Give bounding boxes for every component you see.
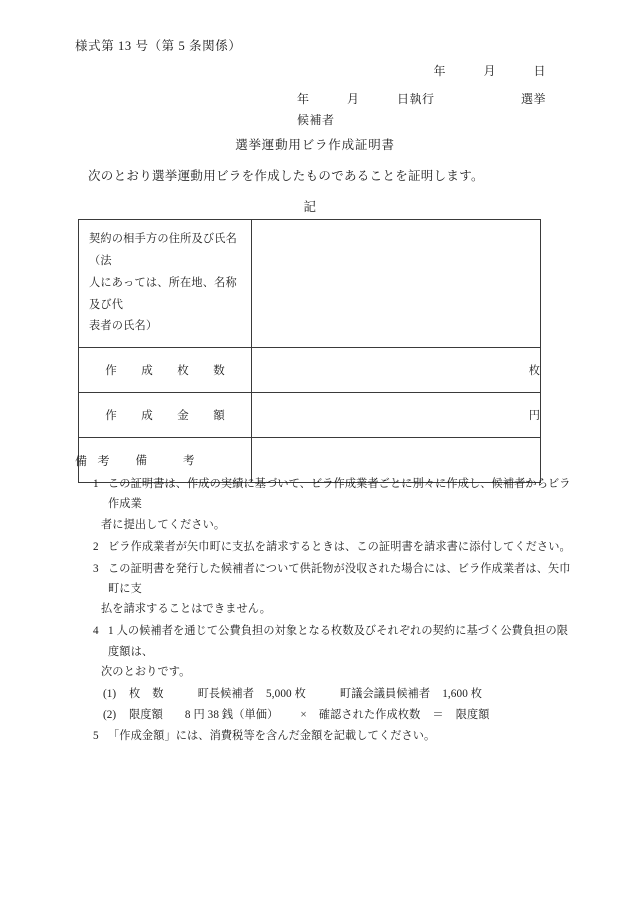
page-title: 選挙運動用ビラ作成証明書: [235, 138, 395, 152]
remark-text-2: ビラ作成業者が矢巾町に支払を請求するときは、この証明書を請求書に添付してください。: [108, 540, 571, 553]
contract-party-label-line3: 表者の氏名）: [89, 320, 158, 333]
print-amount-label-char-2: 成: [141, 410, 153, 423]
print-amount-label-char-1: 作: [105, 410, 117, 423]
print-count-unit: 枚: [528, 365, 540, 378]
print-count-label-char-4: 数: [213, 365, 225, 378]
mayor-candidate-label: 町長候補者: [197, 687, 255, 700]
print-count-label-char-1: 作: [105, 365, 117, 378]
form-number: 様式第 13 号（第 5 条関係）: [75, 39, 242, 53]
remark-subitem-2-number: (2): [103, 709, 117, 722]
remark-subitem-1-text: [129, 684, 575, 705]
remarks-label-char-2: 考: [183, 455, 195, 468]
remark-text-5: 「作成金額」には、消費税等を含んだ金額を記載してください。: [108, 730, 436, 743]
remark-subitem-1: [103, 684, 575, 705]
contract-party-label-line2: 人にあっては、所在地、名称及び代: [89, 276, 237, 311]
remark-text-3: [101, 559, 575, 620]
remark-subitem-2-text: [129, 705, 575, 726]
remark-item-1: [75, 474, 575, 535]
print-count-label: [79, 362, 251, 378]
remark-text-1-line2: 者に提出してください。: [101, 518, 226, 531]
print-count-label-cell: [79, 348, 252, 393]
print-amount-label-cell: [79, 393, 252, 438]
remark-item-3: [75, 559, 575, 620]
equals-operator: ＝: [432, 709, 444, 722]
contract-party-label-cell: [79, 220, 252, 348]
ki-mark: 記: [303, 200, 317, 214]
certification-statement: 次のとおり選挙運動用ビラを作成したものであることを証明します。: [88, 169, 484, 183]
remark-number-3: 3: [93, 562, 99, 575]
remark-number-2: 2: [93, 540, 99, 553]
table-row: [79, 348, 541, 393]
multiply-operator: ×: [300, 709, 307, 722]
remark-text-4: [101, 621, 575, 682]
print-amount-label: [79, 407, 251, 423]
execution-date: 年 月 日執行: [297, 92, 435, 106]
sheet-count-label-char-1: 枚: [129, 687, 141, 700]
table-row: [79, 220, 541, 348]
remark-item-2: [75, 537, 575, 557]
sheet-count-label-char-2: 数: [152, 687, 164, 700]
remark-text-4-line2: 次のとおりです。: [101, 665, 191, 678]
date-line-top: 年 月 日: [433, 64, 546, 78]
remark-number-5: 5: [93, 730, 99, 743]
remark-item-4: [75, 621, 575, 682]
remark-text-1-line1: この証明書は、作成の実績に基づいて、ビラ作成業者ごとに別々に作成し、候補者からビラ作成業: [108, 478, 571, 511]
table-row: [79, 393, 541, 438]
remarks-heading-char-1: 備: [75, 454, 88, 468]
contract-party-value-cell[interactable]: [252, 220, 541, 348]
contract-party-label-line1: 契約の相手方の住所及び氏名（法: [89, 233, 238, 267]
print-amount-value-cell[interactable]: [252, 393, 541, 438]
remark-subitem-2: [103, 705, 575, 726]
remark-item-5: [75, 726, 575, 746]
remark-text-3-line2: 払を請求することはできません。: [101, 603, 271, 616]
limit-amount-label: 限度額: [129, 709, 163, 722]
remark-text-4-line1: 1 人の候補者を通じて公費負担の対象となる枚数及びそれぞれの契約に基づく公費負担の限度額は、: [108, 625, 569, 658]
remark-subitem-1-number: (1): [103, 687, 117, 700]
print-count-label-char-2: 成: [141, 365, 153, 378]
print-count-value-cell[interactable]: [252, 348, 541, 393]
print-amount-unit: 円: [528, 410, 540, 423]
certificate-table: [78, 219, 541, 483]
print-amount-label-char-4: 額: [213, 410, 225, 423]
remarks-heading-char-2: 考: [97, 454, 111, 468]
remark-text-1: [101, 474, 575, 535]
remark-number-1: 1: [93, 478, 99, 490]
remark-number-4: 4: [93, 625, 99, 638]
print-count-label-char-3: 枚: [177, 365, 189, 378]
remark-text-3-line1: この証明書を発行した候補者について供託物が没収された場合には、ビラ作成業者は、矢巾町に支: [108, 562, 571, 595]
confirmed-sheet-count-label: 確認された作成枚数: [318, 709, 421, 722]
limit-amount-result: 限度額: [455, 709, 490, 722]
contract-party-label: [79, 220, 251, 347]
execution-line: [297, 90, 546, 107]
print-amount-label-char-3: 金: [177, 410, 189, 423]
remarks-section: [75, 452, 575, 748]
council-candidate-value: 1,600 枚: [442, 687, 483, 700]
remarks-label-char-1: 備: [135, 455, 147, 468]
election-label: 選挙: [520, 92, 546, 106]
candidate-label: 候補者: [297, 113, 335, 127]
council-candidate-label: 町議会議員候補者: [339, 687, 431, 700]
remarks-heading: [75, 452, 575, 469]
mayor-candidate-value: 5,000 枚: [266, 687, 306, 700]
unit-price-value: 8 円 38 銭（単価）: [184, 709, 279, 722]
